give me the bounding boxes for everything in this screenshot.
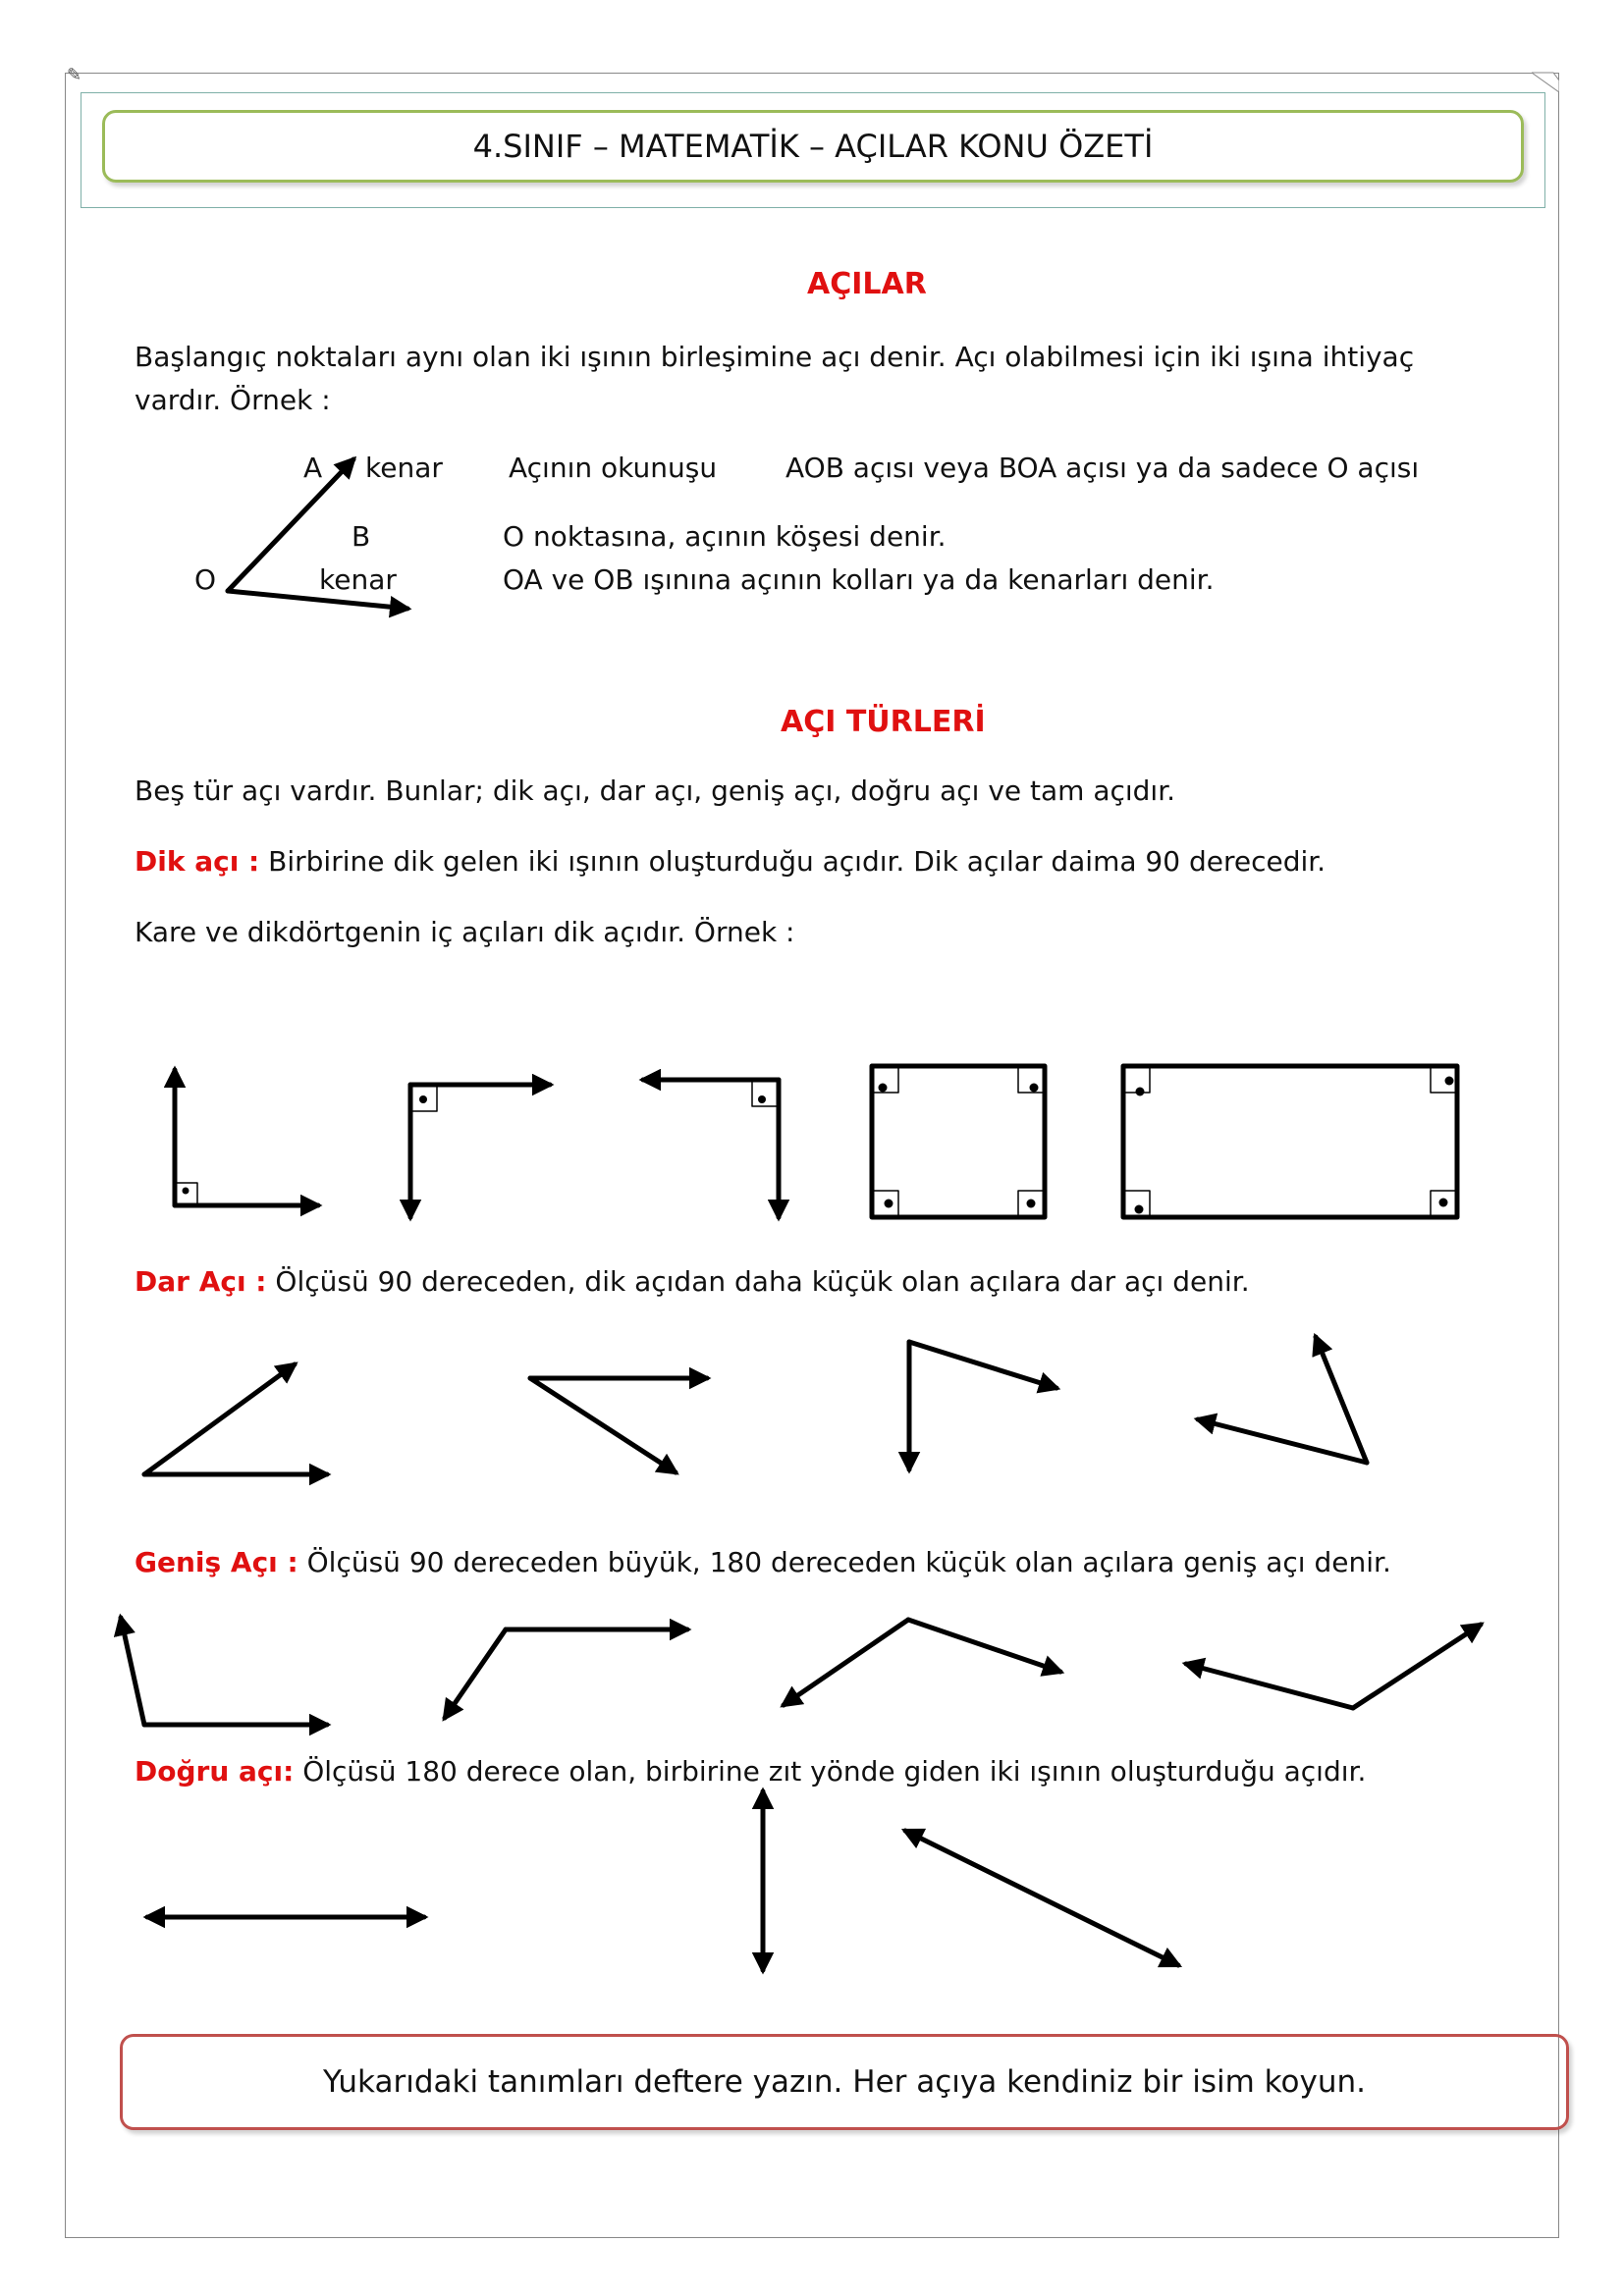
arms-text: OA ve OB ışınına açının kolları ya da kenarları denir. — [503, 563, 1215, 596]
pin-icon: ✎ — [67, 65, 82, 85]
obtuse-angle-4 — [1186, 1625, 1481, 1708]
acute-angle-2 — [530, 1378, 707, 1472]
right-angle-example: Kare ve dikdörtgenin iç açıları dik açıdır. Örnek : — [135, 916, 795, 948]
right-angle-text: Birbirine dik gelen iki ışının oluşturduğu açıdır. Dik açılar daima 90 derecedir. — [259, 845, 1326, 878]
rectangle-shape — [1123, 1066, 1457, 1217]
acute-angle-3 — [909, 1342, 1056, 1469]
straight-angle-text: Ölçüsü 180 derece olan, birbirine zıt yönde giden iki ışının oluşturduğu açıdır. — [294, 1755, 1367, 1788]
footer-note: Yukarıdaki tanımları deftere yazın. Her açıya kendiniz bir isim koyun. — [323, 2064, 1366, 2100]
label-a: A — [303, 452, 323, 484]
obtuse-angle-3 — [784, 1620, 1060, 1705]
acute-angle-label: Dar Açı : — [135, 1265, 267, 1298]
right-angle-1 — [175, 1070, 318, 1205]
label-b: B — [352, 520, 371, 553]
acute-angle-1 — [144, 1364, 327, 1474]
straight-angle-label: Doğru açı: — [135, 1755, 295, 1788]
reading-value: AOB açısı veya BOA açısı ya da sadece O açısı — [785, 452, 1420, 484]
angle-definition: Başlangıç noktaları aynı olan iki ışının birleşimine açı denir. Açı olabilmesi için iki ışına ihtiyaç vardır. Örnek : — [135, 341, 1415, 416]
vertex-text: O noktasına, açının köşesi denir. — [503, 520, 947, 553]
label-o: O — [194, 563, 217, 596]
obtuse-angle-text: Ölçüsü 90 dereceden büyük, 180 dereceden küçük olan açılara geniş açı denir. — [298, 1546, 1391, 1578]
obtuse-angle-1 — [121, 1618, 327, 1725]
right-angle-label: Dik açı : — [135, 845, 260, 878]
section-heading-acilar: AÇILAR — [807, 267, 927, 301]
right-angle-2 — [410, 1085, 550, 1217]
right-angle-3 — [643, 1080, 779, 1217]
acute-angle-text: Ölçüsü 90 dereceden, dik açıdan daha küçük olan açılara dar açı denir. — [266, 1265, 1250, 1298]
example-angle-aob — [228, 459, 407, 609]
reading-label: Açının okunuşu — [509, 452, 718, 484]
types-intro: Beş tür açı vardır. Bunlar; dik açı, dar açı, geniş açı, doğru açı ve tam açıdır. — [135, 774, 1176, 807]
obtuse-angle-label: Geniş Açı : — [135, 1546, 298, 1578]
straight-angle-3 — [905, 1831, 1178, 1965]
obtuse-angle-2 — [445, 1629, 687, 1718]
label-kenar-bottom: kenar — [319, 563, 397, 596]
section-heading-aci-turleri: AÇI TÜRLERİ — [781, 705, 986, 739]
label-kenar-top: kenar — [365, 452, 443, 484]
square-shape — [872, 1066, 1045, 1217]
corner-dots — [879, 1077, 1454, 1214]
footer-note-box — [120, 2034, 1569, 2130]
acute-angle-4 — [1198, 1337, 1367, 1463]
page-title: 4.SINIF – MATEMATİK – AÇILAR KONU ÖZETİ — [472, 128, 1154, 165]
